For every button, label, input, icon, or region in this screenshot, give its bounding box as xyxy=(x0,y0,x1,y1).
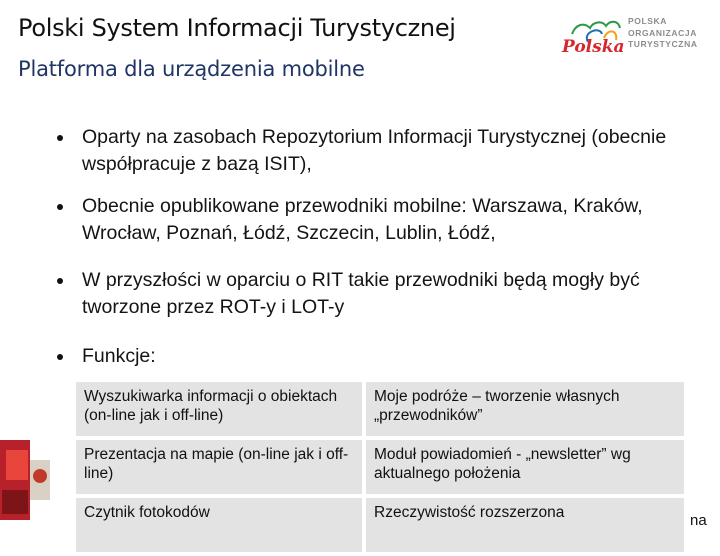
decorative-image xyxy=(0,440,60,520)
bullet-dot xyxy=(57,278,63,284)
feature-cell: Moje podróże – tworzenie własnych „przewodników” xyxy=(366,382,684,436)
bullet-item: Funkcje: xyxy=(54,343,714,370)
bullet-item: Oparty na zasobach Repozytorium Informacji Turystycznej (obecnie współpracuje z bazą ISIT), xyxy=(54,124,714,193)
page-subtitle: Platforma dla urządzenia mobilne xyxy=(18,57,365,81)
table-row xyxy=(76,382,684,436)
bullet-dot xyxy=(57,204,63,210)
bullet-dot xyxy=(57,354,63,360)
logo-org-name: POLSKA ORGANIZACJA TURYSTYCZNA xyxy=(628,16,698,49)
bullet-item: W przyszłości w oparciu o RIT takie przewodniki będą mogły być tworzone przez ROT-y i LOT-y xyxy=(54,267,714,343)
feature-cell: Moduł powiadomień - „newsletter” wg aktualnego położenia xyxy=(366,440,684,494)
bullet-item: Obecnie opublikowane przewodniki mobilne: Warszawa, Kraków, Wrocław, Poznań, Łódź, Szczecin, Lublin, Łódź, xyxy=(54,193,714,267)
features-table xyxy=(72,378,688,556)
feature-cell: Prezentacja na mapie (on-line jak i off-line) xyxy=(76,440,362,494)
feature-cell: Wyszukiwarka informacji o obiektach (on-line jak i off-line) xyxy=(76,382,362,436)
bullet-list xyxy=(54,124,714,370)
feature-cell: Czytnik fotokodów xyxy=(76,498,362,552)
table-row xyxy=(76,498,684,552)
page-title: Polski System Informacji Turystycznej xyxy=(18,14,456,42)
cut-off-text: na xyxy=(690,512,707,529)
logo-wordmark: Polska xyxy=(562,37,625,57)
table-row xyxy=(76,440,684,494)
feature-cell: Rzeczywistość rozszerzona xyxy=(366,498,684,552)
bullet-dot xyxy=(57,135,63,141)
